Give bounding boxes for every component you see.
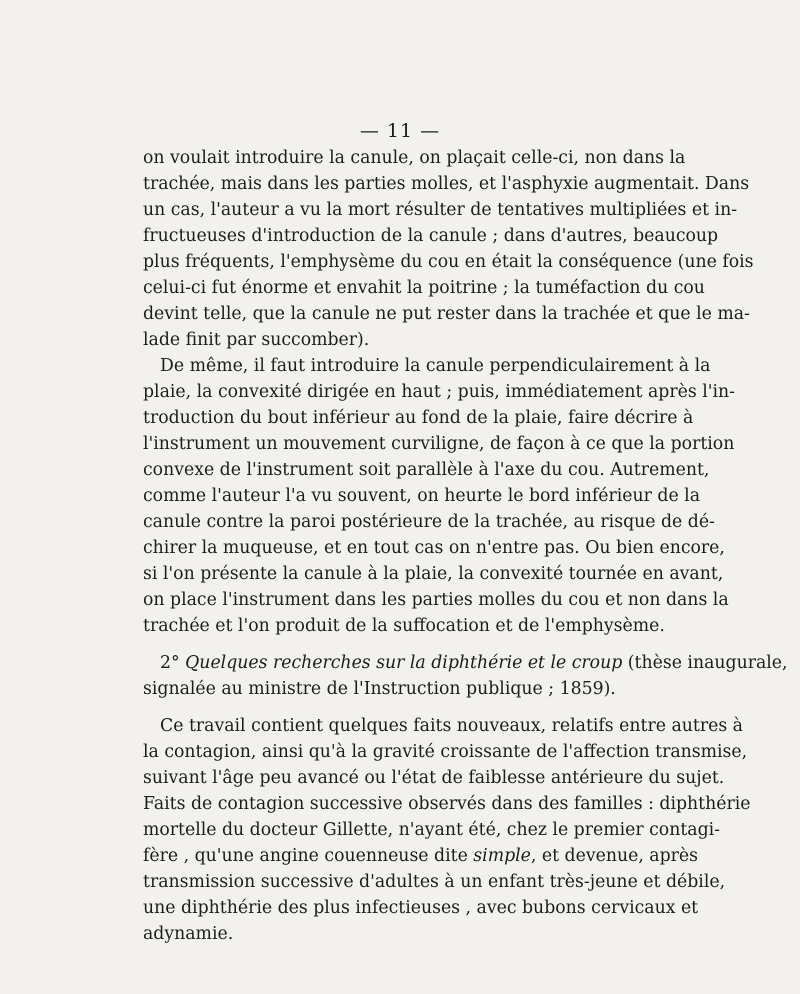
text-line: troduction du bout inférieur au fond de la plaie, faire décrire à: [143, 408, 694, 428]
text-line: Faits de contagion successive observés dans des familles : diphthérie: [143, 794, 751, 814]
text-line: on place l'instrument dans les parties molles du cou et non dans la: [143, 590, 729, 610]
text-line: De même, il faut introduire la canule perpendiculairement à la: [160, 356, 711, 376]
text-line: Ce travail contient quelques faits nouveaux, relatifs entre autres à: [160, 716, 743, 736]
text-run: , et devenue, après: [530, 846, 699, 866]
text-line: mortelle du docteur Gillette, n'ayant été, chez le premier contagi-: [143, 820, 721, 840]
text-line: la contagion, ainsi qu'à la gravité croissante de l'affection transmise,: [143, 742, 748, 762]
text-line: comme l'auteur l'a vu souvent, on heurte le bord inférieur de la: [143, 486, 701, 506]
text-line: lade finit par succomber).: [143, 330, 370, 350]
text-line: signalée au ministre de l'Instruction publique ; 1859).: [143, 679, 616, 699]
text-line: on voulait introduire la canule, on plaçait celle-ci, non dans la: [143, 148, 686, 168]
text-line: fructueuses d'introduction de la canule ; dans d'autres, beaucoup: [143, 226, 719, 246]
text-line: l'instrument un mouvement curviligne, de façon à ce que la portion: [143, 434, 735, 454]
text-line: trachée, mais dans les parties molles, et l'asphyxie augmentait. Dans: [143, 174, 750, 194]
text-line: [143, 844, 699, 868]
text-line: convexe de l'instrument soit parallèle à l'axe du cou. Autrement,: [143, 460, 710, 480]
text-line: plus fréquents, l'emphysème du cou en était la conséquence (une fois: [143, 252, 754, 272]
text-line: un cas, l'auteur a vu la mort résulter de tentatives multipliées et in-: [143, 200, 738, 220]
italic-word: simple: [473, 846, 531, 866]
text-line: une diphthérie des plus infectieuses , avec bubons cervicaux et: [143, 898, 699, 918]
text-run: fère , qu'une angine couenneuse dite: [143, 846, 468, 866]
text-line: transmission successive d'adultes à un enfant très-jeune et débile,: [143, 872, 726, 892]
text-line: adynamie.: [143, 924, 234, 944]
page-number: — 11 —: [359, 120, 441, 142]
section-heading: [160, 651, 788, 675]
section-note: (thèse inaugurale,: [627, 653, 788, 673]
text-line: trachée et l'on produit de la suffocation et de l'emphysème.: [143, 616, 665, 636]
text-line: suivant l'âge peu avancé ou l'état de faiblesse antérieure du sujet.: [143, 768, 725, 788]
section-number: 2°: [160, 653, 180, 673]
section-title: Quelques recherches sur la diphthérie et le croup: [185, 653, 623, 673]
text-line: celui-ci fut énorme et envahit la poitrine ; la tuméfaction du cou: [143, 278, 705, 298]
text-line: si l'on présente la canule à la plaie, la convexité tournée en avant,: [143, 564, 724, 584]
text-line: canule contre la paroi postérieure de la trachée, au risque de dé-: [143, 512, 715, 532]
text-line: plaie, la convexité dirigée en haut ; puis, immédiatement après l'in-: [143, 382, 735, 402]
text-line: devint telle, que la canule ne put rester dans la trachée et que le ma-: [143, 304, 750, 324]
text-line: chirer la muqueuse, et en tout cas on n'entre pas. Ou bien encore,: [143, 538, 725, 558]
